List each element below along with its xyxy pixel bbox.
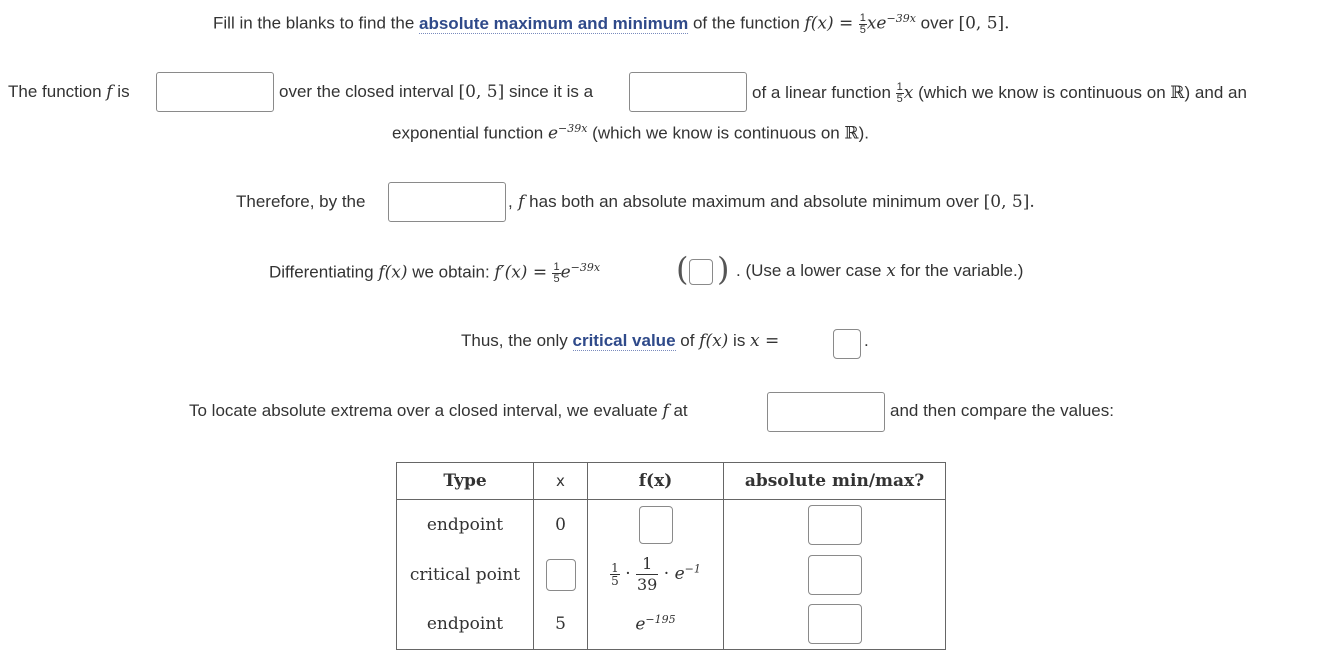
function-expression: f(x) = xyxy=(804,13,859,34)
header-fx: f(x) xyxy=(588,463,724,500)
extrema-table xyxy=(396,462,946,650)
row-x: 5 xyxy=(534,600,588,650)
blank-combination[interactable] xyxy=(629,72,747,112)
open-paren: ( xyxy=(676,250,689,288)
blank-derivative[interactable] xyxy=(689,259,713,285)
row-type: endpoint xyxy=(397,500,534,550)
continuity-sentence: The function f is xyxy=(8,82,130,102)
close-paren: ) xyxy=(717,250,730,288)
blank-minmax-critical[interactable] xyxy=(808,555,862,595)
absolute-max-min-link[interactable]: absolute maximum and minimum xyxy=(419,13,689,33)
blank-f-at-0[interactable] xyxy=(639,506,673,544)
blank-theorem[interactable] xyxy=(388,182,506,222)
critical-value-link[interactable]: critical value xyxy=(572,331,676,350)
row-type: endpoint xyxy=(397,600,534,650)
blank-continuity[interactable] xyxy=(156,72,274,112)
blank-critical-x[interactable] xyxy=(546,559,576,591)
critical-value-fx: $\frac{1}{5}$ · $\frac{1}{39}$ · $e^{-1}$ xyxy=(588,550,724,600)
header-x: x xyxy=(534,463,588,500)
blank-minmax-5[interactable] xyxy=(808,604,862,644)
row-type: critical point xyxy=(397,550,534,600)
f-at-5: $e^{-195}$ xyxy=(588,600,724,650)
blank-evaluate-points[interactable] xyxy=(767,392,885,432)
header-min-max: absolute min/max? xyxy=(724,463,946,500)
instructions: Fill in the blanks to find the absolute maximum and minimum of the function f(x) = $\frac{1}{5}$ $xe^{-39x}$ over [0, 5]. xyxy=(213,11,1010,36)
row-x: 0 xyxy=(534,500,588,550)
header-type: Type xyxy=(397,463,534,500)
blank-minmax-0[interactable] xyxy=(808,505,862,545)
blank-critical-value[interactable] xyxy=(833,329,861,359)
